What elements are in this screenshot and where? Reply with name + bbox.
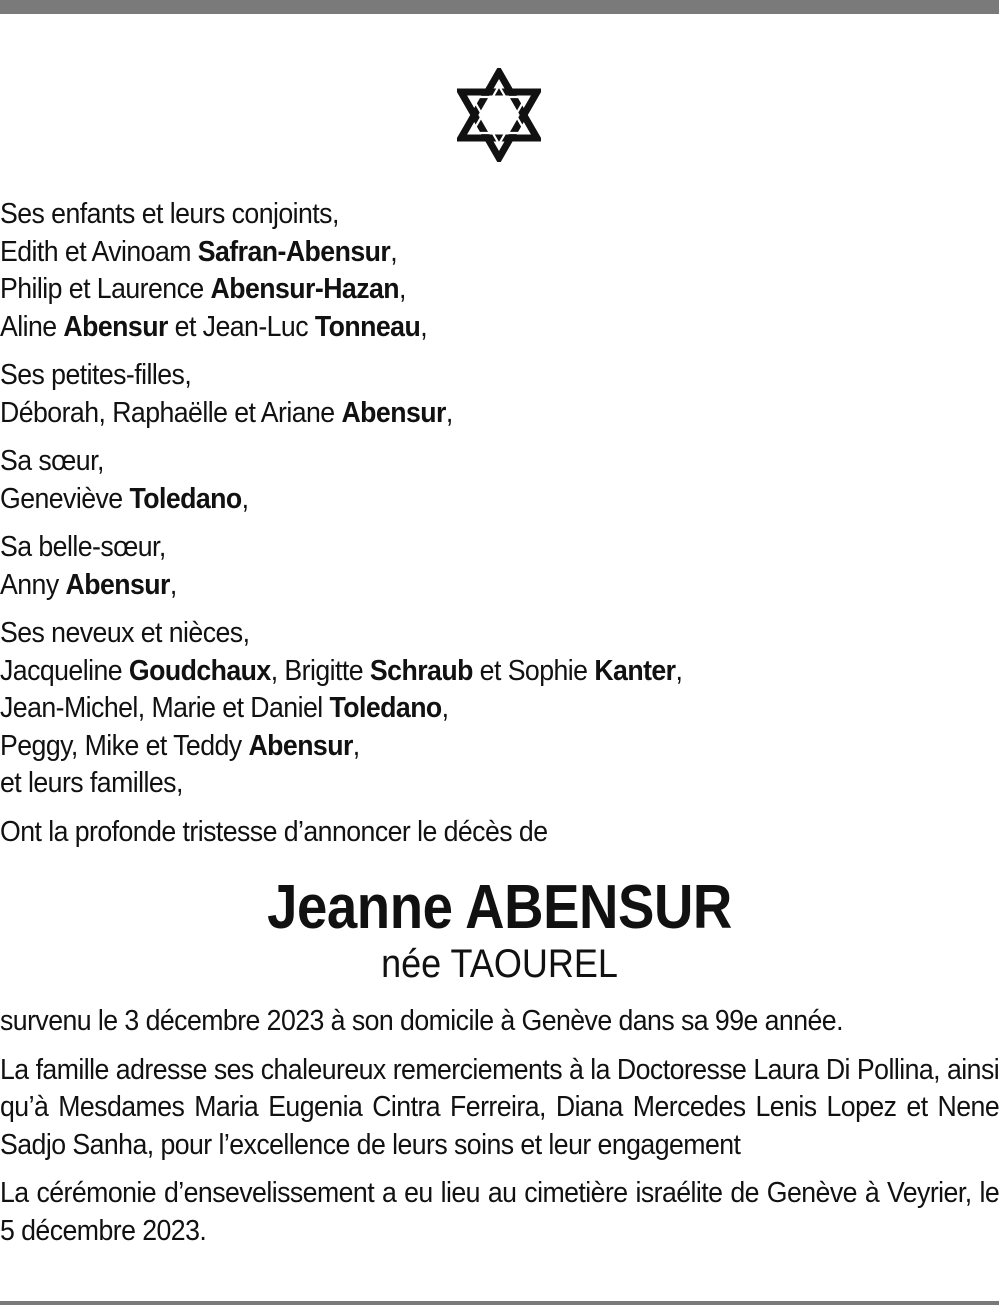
text-line: [0, 690, 999, 728]
thanks-paragraph: La famille adresse ses chaleureux remerciements à la Doctoresse Laura Di Pollina, ainsi qu’à Mesdames Maria Eugenia Cintra Ferreira, Diana Mercedes Lenis Lopez et Nene Sadjo Sanha, pour l’excellence de leurs soins et leur engagement: [0, 1053, 999, 1161]
text-line: [0, 653, 999, 691]
text-run: Ont la profonde tristesse d’annoncer le décès de: [0, 815, 548, 848]
text-run: et Sophie: [472, 654, 595, 687]
text-line: [0, 271, 999, 309]
family-paragraph: [0, 529, 999, 604]
family-name: Kanter: [594, 654, 676, 687]
text-run: ,: [399, 273, 406, 305]
text-run: Peggy, Mike et Teddy: [0, 729, 249, 762]
text-run: Jacqueline: [0, 654, 129, 687]
top-rule: [0, 0, 999, 14]
family-paragraph: [0, 615, 999, 803]
family-name: Schraub: [369, 654, 473, 687]
deceased-name: Jeanne ABENSUR: [267, 873, 732, 942]
text-line: [0, 395, 999, 433]
family-paragraph: [0, 443, 999, 518]
family-list: [0, 196, 999, 862]
text-line: [0, 443, 999, 481]
text-run: ,: [390, 235, 398, 268]
lower-text: [0, 1003, 999, 1261]
text-run: Edith et Avinoam: [0, 235, 198, 268]
text-run: et Jean-Luc: [167, 310, 315, 343]
text-run: Sa sœur,: [0, 445, 104, 477]
text-line: [0, 814, 999, 852]
family-name: Tonneau: [314, 310, 421, 343]
text-run: ,: [675, 654, 683, 687]
text-run: ,: [441, 692, 449, 724]
ceremony-paragraph: La cérémonie d’ensevelissement a eu lieu au cimetière israélite de Genève à Veyrier, le 5 décembre 2023.: [0, 1177, 999, 1247]
text-run: Geneviève: [0, 482, 130, 515]
text-run: Ses enfants et leurs conjoints,: [0, 198, 339, 230]
family-name: Abensur: [341, 396, 446, 429]
family-name: Abensur: [248, 729, 353, 762]
family-name: Abensur: [63, 310, 168, 343]
text-run: Aline: [0, 310, 64, 343]
deceased-block: [0, 873, 999, 985]
family-name: Safran-Abensur: [197, 235, 391, 268]
text-run: et leurs familles,: [0, 767, 183, 799]
family-name: Abensur: [65, 568, 170, 601]
text-line: [0, 765, 999, 803]
text-run: ,: [169, 568, 177, 601]
deceased-maiden-name: née TAOUREL: [381, 942, 618, 986]
text-run: Déborah, Raphaëlle et Ariane: [0, 396, 342, 429]
text-line: [0, 357, 999, 395]
family-name: Toledano: [329, 692, 442, 724]
text-run: ,: [241, 482, 249, 515]
text-run: Philip et Laurence: [0, 273, 211, 305]
family-paragraph: [0, 357, 999, 432]
text-run: Ses petites-filles,: [0, 359, 192, 391]
text-run: Anny: [0, 568, 66, 601]
family-name: Toledano: [129, 482, 242, 515]
text-line: [0, 481, 999, 519]
text-run: , Brigitte: [270, 654, 370, 687]
text-run: ,: [352, 729, 360, 762]
text-run: Jean-Michel, Marie et Daniel: [0, 692, 330, 724]
text-run: ,: [445, 396, 453, 429]
star-of-david-icon: [457, 68, 541, 162]
text-run: ,: [420, 310, 428, 343]
text-line: [0, 728, 999, 766]
family-name: Goudchaux: [128, 654, 271, 687]
death-line: survenu le 3 décembre 2023 à son domicile à Genève dans sa 99e année.: [0, 1005, 843, 1037]
family-name: Abensur-Hazan: [210, 273, 400, 305]
text-line: [0, 567, 999, 605]
text-line: [0, 309, 999, 347]
text-line: [0, 234, 999, 272]
text-run: Sa belle-sœur,: [0, 531, 166, 563]
family-paragraph: [0, 196, 999, 346]
text-line: [0, 196, 999, 234]
text-run: Ses neveux et nièces,: [0, 617, 250, 649]
bottom-rule: [0, 1301, 999, 1305]
text-line: [0, 529, 999, 567]
text-line: [0, 615, 999, 653]
family-paragraph: [0, 814, 999, 852]
